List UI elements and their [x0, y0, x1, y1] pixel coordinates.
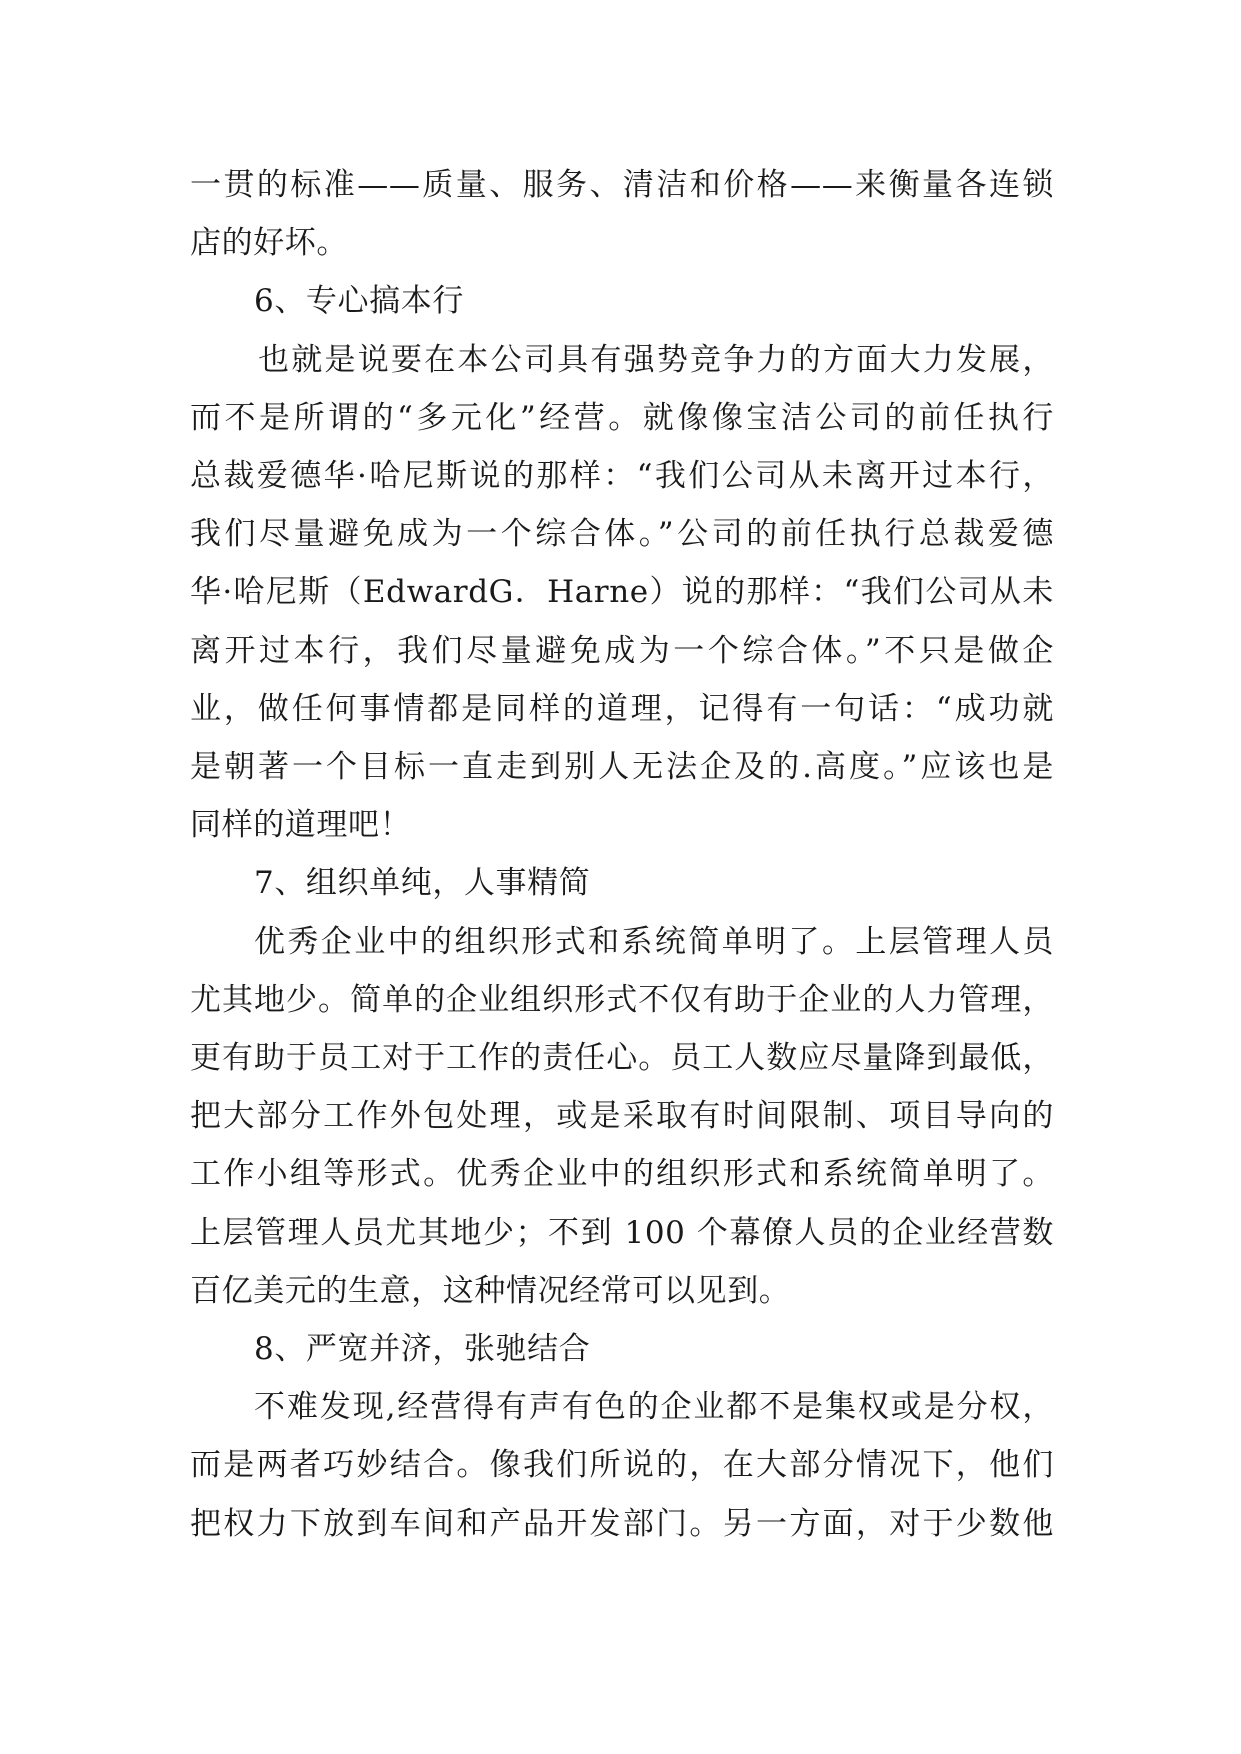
text-line: 而是两者巧妙结合。像我们所说的，在大部分情况下，他们: [190, 1447, 1054, 1484]
text-line: 更有助于员工对于工作的责任心。员工人数应尽量降到最低，: [190, 1040, 1054, 1077]
text-line: 工作小组等形式。优秀企业中的组织形式和系统简单明了。: [190, 1156, 1054, 1193]
text-line: 把权力下放到车间和产品开发部门。另一方面，对于少数他: [190, 1505, 1054, 1542]
document-body: [190, 156, 1054, 1553]
text-line: 是朝著一个目标一直走到别人无法企及的.高度。”应该也是: [190, 749, 1054, 786]
text-line: 总裁爱德华·哈尼斯说的那样：“我们公司从未离开过本行，: [190, 458, 1054, 495]
text-line: 我们尽量避免成为一个综合体。”公司的前任执行总裁爱德: [190, 516, 1054, 553]
text-line: 上层管理人员尤其地少；不到 100 个幕僚人员的企业经营数: [190, 1214, 1054, 1251]
text-line: 离开过本行，我们尽量避免成为一个综合体。”不只是做企: [190, 632, 1054, 669]
text-line: 把大部分工作外包处理，或是采取有时间限制、项目导向的: [190, 1098, 1054, 1135]
text-line: 华·哈尼斯（EdwardG．Harne）说的那样：“我们公司从未: [190, 574, 1054, 611]
text-line: 不难发现,经营得有声有色的企业都不是集权或是分权，: [254, 1389, 1054, 1426]
text-line: 优秀企业中的组织形式和系统简单明了。上层管理人员: [254, 923, 1054, 960]
section-heading-6: 6、专心搞本行: [254, 283, 464, 320]
section-heading-8: 8、严宽并济，张驰结合: [254, 1331, 591, 1368]
text-line: 店的好坏。: [190, 225, 348, 262]
text-line: 业，做任何事情都是同样的道理，记得有一句话：“成功就: [190, 690, 1054, 727]
text-line: 也就是说要在本公司具有强势竞争力的方面大力发展，: [258, 341, 1054, 378]
text-line: 同样的道理吧！: [190, 807, 412, 844]
text-line: 而不是所谓的“多元化”经营。就像像宝洁公司的前任执行: [190, 399, 1054, 436]
section-heading-7: 7、组织单纯，人事精简: [254, 865, 591, 902]
text-line: 百亿美元的生意，这种情况经常可以见到。: [190, 1272, 791, 1309]
text-line: 一贯的标准——质量、服务、清洁和价格——来衡量各连锁: [190, 167, 1054, 203]
text-line: 尤其地少。简单的企业组织形式不仅有助于企业的人力管理，: [190, 981, 1054, 1018]
